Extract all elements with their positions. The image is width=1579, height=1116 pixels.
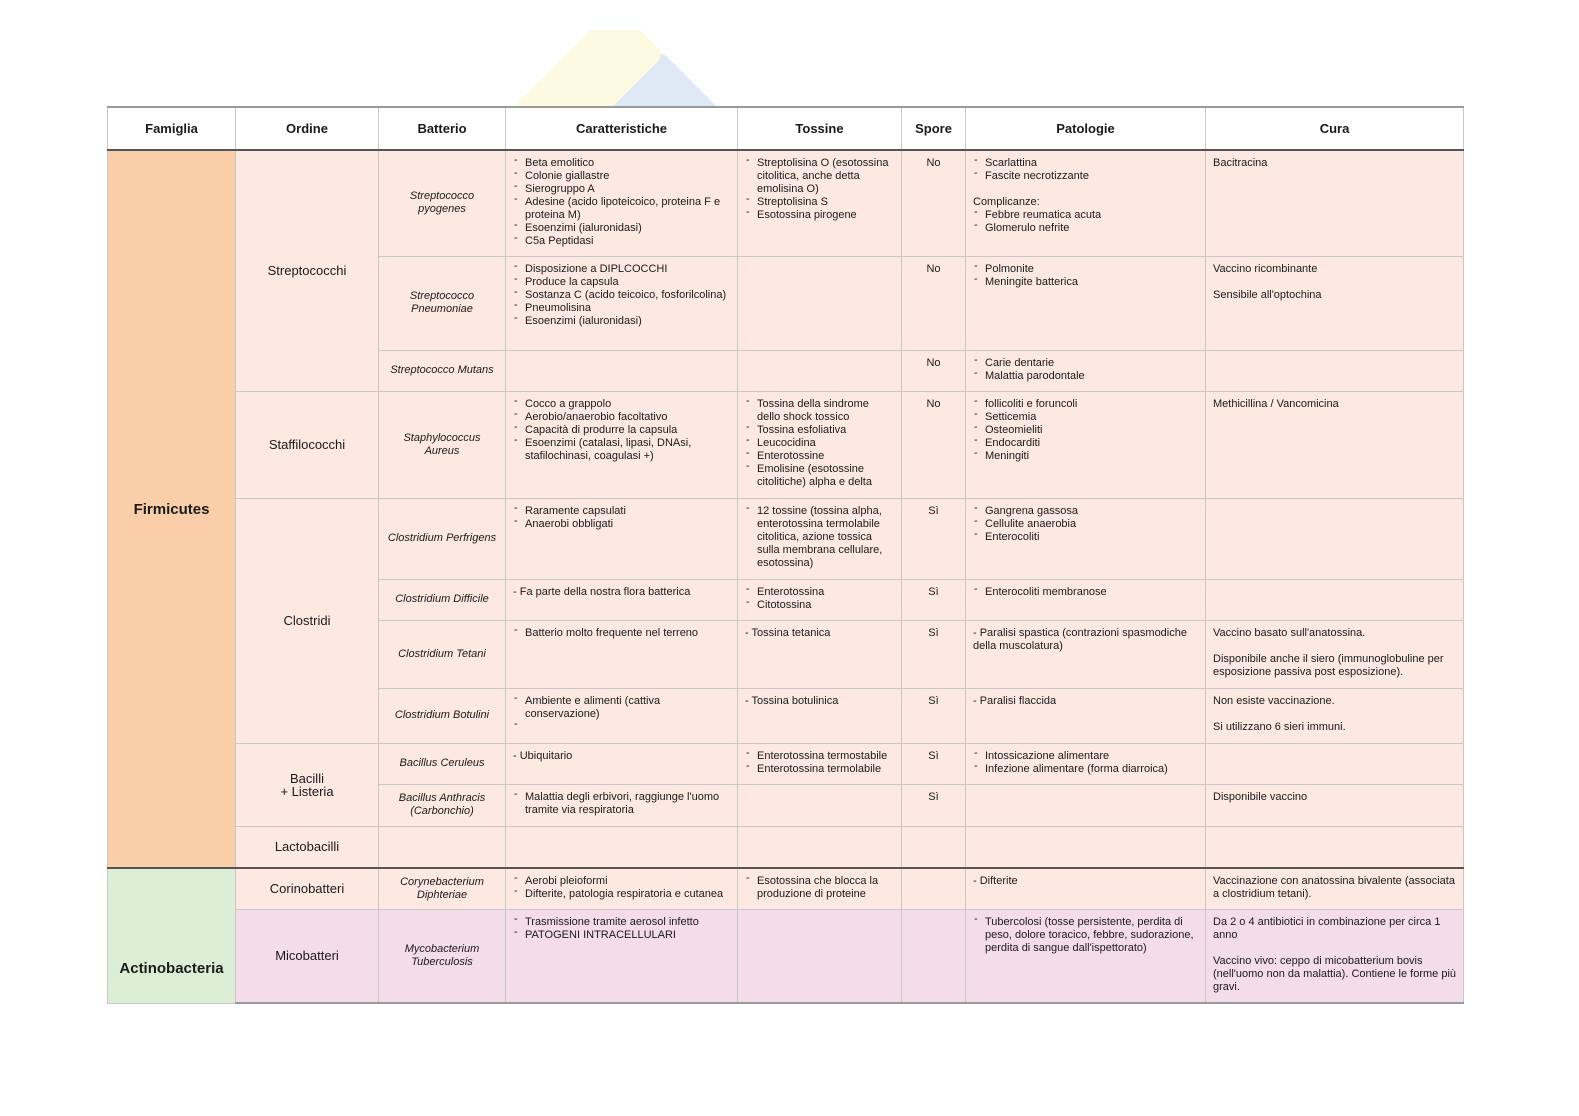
patologie-list — [973, 505, 1198, 544]
patologie-item: - Carie dentarie — [973, 357, 1198, 370]
caratteristiche-cell — [506, 150, 738, 256]
tossine-item: - Emolisine (esotossine citolitiche) alpha e delta — [745, 463, 894, 489]
caratteristiche-item: - Trasmissione tramite aerosol infetto — [513, 916, 730, 929]
caratteristiche-item: - Anaerobi obbligati — [513, 518, 730, 531]
batterio-cell — [379, 256, 506, 350]
cura-cell — [1206, 150, 1464, 256]
table-row — [108, 391, 1464, 498]
batterio-cell — [379, 579, 506, 620]
family-name: Firmicutes — [133, 500, 210, 518]
table-row — [108, 498, 1464, 579]
batterio-name: Streptococco Pneumoniae — [409, 290, 475, 315]
spore-cell — [902, 909, 966, 1003]
batterio-cell — [379, 498, 506, 579]
cura-text: Vaccino ricombinante — [1213, 262, 1318, 275]
tossine-text: - Tossina botulinica — [745, 694, 839, 707]
batterio-name: Mycobacterium Tuberculosis — [404, 942, 480, 968]
spore-value: Sì — [928, 749, 939, 762]
spore-value: No — [926, 356, 941, 369]
batterio-name: Corynebacterium Diphteriae — [400, 875, 484, 901]
caratteristiche-cell — [506, 909, 738, 1003]
batterio-name: Clostridium Botulini — [394, 709, 490, 721]
caratteristiche-item: - C5a Peptidasi — [513, 235, 730, 248]
caratteristiche-item: - Aerobi pleioformi — [513, 875, 730, 888]
tossine-item: - Leucocidina — [745, 437, 894, 450]
patologie-cell — [966, 350, 1206, 391]
caratteristiche-list — [513, 695, 730, 721]
batterio-name: Bacillus Ceruleus — [399, 757, 485, 769]
tossine-cell — [738, 350, 902, 391]
header-ordine: Ordine — [236, 107, 379, 150]
cura-cell — [1206, 498, 1464, 579]
caratteristiche-item: - Esoenzimi (catalasi, lipasi, DNAsi, stafilochinasi, coagulasi +) — [513, 437, 730, 463]
batterio-name: Staphylococcus Aureus — [403, 431, 481, 457]
caratteristiche-cell — [506, 391, 738, 498]
order-name: Clostridi — [283, 613, 331, 628]
spore-value: No — [926, 262, 941, 275]
tossine-item: - Citotossina — [745, 599, 894, 612]
batterio-name: Bacillus Anthracis (Carbonchio) — [398, 792, 486, 817]
tossine-list — [745, 505, 894, 570]
family-cell — [108, 868, 236, 1003]
patologie-text: - Paralisi flaccida — [973, 694, 1057, 707]
patologie-cell — [966, 784, 1206, 826]
patologie-list — [973, 357, 1198, 383]
spore-cell — [902, 784, 966, 826]
caratteristiche-item: - Disposizione a DIPLCOCCHI — [513, 263, 730, 276]
caratteristiche-cell — [506, 620, 738, 688]
complicanze-item: - Febbre reumatica acuta — [973, 209, 1198, 222]
batterio-name: Streptococco Mutans — [390, 364, 494, 376]
batterio-name: Clostridium Perfrigens — [387, 532, 497, 544]
order-cell — [236, 150, 379, 391]
spore-cell — [902, 688, 966, 743]
spore-cell — [902, 391, 966, 498]
batterio-cell — [379, 350, 506, 391]
spore-value: No — [926, 397, 941, 410]
caratteristiche-cell — [506, 826, 738, 868]
spore-cell — [902, 256, 966, 350]
tossine-cell — [738, 743, 902, 784]
header-famiglia: Famiglia — [108, 107, 236, 150]
complicanze-label: Complicanze: — [973, 196, 1040, 208]
batterio-cell — [379, 688, 506, 743]
caratteristiche-item: - Esoenzimi (ialuronidasi) — [513, 315, 730, 328]
patologie-item: - Endocarditi — [973, 437, 1198, 450]
cura-cell — [1206, 579, 1464, 620]
spore-cell — [902, 150, 966, 256]
cura-cell — [1206, 826, 1464, 868]
caratteristiche-list — [513, 916, 730, 942]
header-batterio: Batterio — [379, 107, 506, 150]
caratteristiche-item: - Esoenzimi (ialuronidasi) — [513, 222, 730, 235]
complicanze-list — [973, 209, 1198, 235]
batterio-cell — [379, 909, 506, 1003]
order-cell — [236, 826, 379, 868]
patologie-item: - Setticemia — [973, 411, 1198, 424]
tossine-cell — [738, 868, 902, 909]
batterio-name: Clostridium Difficile — [395, 593, 489, 605]
caratteristiche-list — [513, 627, 730, 640]
patologie-cell — [966, 909, 1206, 1003]
caratteristiche-item: - Adesine (acido lipoteicoico, proteina F e proteina M) — [513, 196, 730, 222]
batterio-cell — [379, 784, 506, 826]
cura-cell — [1206, 909, 1464, 1003]
spore-value: Sì — [928, 790, 939, 803]
tossine-list — [745, 875, 894, 901]
caratteristiche-item: - Aerobio/anaerobio facoltativo — [513, 411, 730, 424]
tossine-item: - Streptolisina S — [745, 196, 894, 209]
patologie-item: - Malattia parodontale — [973, 370, 1198, 383]
caratteristiche-item: - Ambiente e alimenti (cattiva conservazione) — [513, 695, 730, 721]
bacteria-table — [107, 106, 1464, 1004]
tossine-item: - Enterotossine — [745, 450, 894, 463]
table-row — [108, 743, 1464, 784]
patologie-text: - Paralisi spastica (contrazioni spasmodiche della muscolatura) — [973, 626, 1187, 652]
patologie-list — [973, 586, 1198, 599]
tossine-cell — [738, 579, 902, 620]
spore-value: Sì — [928, 504, 939, 517]
patologie-item: - Intossicazione alimentare — [973, 750, 1198, 763]
cura-cell — [1206, 743, 1464, 784]
spore-cell — [902, 579, 966, 620]
patologie-list — [973, 157, 1198, 183]
caratteristiche-cell — [506, 350, 738, 391]
order-name: Bacilli + Listeria — [280, 770, 334, 799]
cura-text: Bacitracina — [1213, 157, 1268, 169]
cura-text: Vaccinazione con anatossina bivalente (associata a clostridium tetani). — [1213, 875, 1455, 900]
patologie-item: - Scarlattina — [973, 157, 1198, 170]
caratteristiche-item: - Raramente capsulati — [513, 505, 730, 518]
tossine-cell — [738, 256, 902, 350]
cura-cell — [1206, 391, 1464, 498]
cura-text: Non esiste vaccinazione. — [1213, 694, 1335, 707]
cura-cell — [1206, 350, 1464, 391]
patologie-item: - Tubercolosi (tosse persistente, perdita di peso, dolore toracico, febbre, sudorazione, perdita di sangue dall'ispettorato) — [973, 916, 1198, 955]
caratteristiche-text: - Fa parte della nostra flora batterica — [513, 585, 691, 598]
cura-text: Si utilizzano 6 sieri immuni. — [1213, 720, 1346, 733]
tossine-cell — [738, 391, 902, 498]
cura-cell — [1206, 620, 1464, 688]
header-patologie: Patologie — [966, 107, 1206, 150]
tossine-cell — [738, 150, 902, 256]
patologie-item: - Infezione alimentare (forma diarroica) — [973, 763, 1198, 776]
batterio-cell — [379, 150, 506, 256]
caratteristiche-item: - PATOGENI INTRACELLULARI — [513, 929, 730, 942]
caratteristiche-cell — [506, 743, 738, 784]
order-cell — [236, 743, 379, 826]
batterio-cell — [379, 391, 506, 498]
caratteristiche-item: - Difterite, patologia respiratoria e cutanea — [513, 888, 730, 901]
batterio-cell — [379, 868, 506, 909]
tossine-cell — [738, 688, 902, 743]
table-row — [108, 826, 1464, 868]
order-name: Streptococchi — [267, 263, 347, 279]
tossine-list — [745, 157, 894, 222]
order-name: Lactobacilli — [274, 839, 340, 855]
caratteristiche-item: - Sierogruppo A — [513, 183, 730, 196]
table-row — [108, 868, 1464, 909]
order-cell — [236, 909, 379, 1003]
cura-cell — [1206, 256, 1464, 350]
table-row — [108, 150, 1464, 256]
caratteristiche-item: - Capacità di produrre la capsula — [513, 424, 730, 437]
cura-text: Da 2 o 4 antibiotici in combinazione per circa 1 anno — [1213, 915, 1441, 941]
tossine-item: - Streptolisina O (esotossina citolitica, anche detta emolisina O) — [745, 157, 894, 196]
tossine-item: - Esotossina pirogene — [745, 209, 894, 222]
patologie-cell — [966, 620, 1206, 688]
patologie-cell — [966, 498, 1206, 579]
cura-text: Disponibile anche il siero (immunoglobuline per esposizione passiva post esposizione). — [1213, 652, 1444, 678]
caratteristiche-list — [513, 791, 730, 817]
caratteristiche-item: - Batterio molto frequente nel terreno — [513, 627, 730, 640]
tossine-item: - 12 tossine (tossina alpha, enterotossina termolabile citolitica, azione tossica sulla membrana cellulare, esotossina) — [745, 505, 894, 570]
spore-value: Sì — [928, 694, 939, 707]
caratteristiche-cell — [506, 256, 738, 350]
cura-cell — [1206, 868, 1464, 909]
patologie-cell — [966, 826, 1206, 868]
spore-cell — [902, 620, 966, 688]
header-row — [108, 107, 1464, 150]
batterio-cell — [379, 826, 506, 868]
patologie-list — [973, 750, 1198, 776]
batterio-name: Streptococco pyogenes — [409, 190, 475, 216]
caratteristiche-item: - Colonie giallastre — [513, 170, 730, 183]
order-cell — [236, 391, 379, 498]
patologie-cell — [966, 743, 1206, 784]
patologie-item: - Gangrena gassosa — [973, 505, 1198, 518]
header-tossine: Tossine — [738, 107, 902, 150]
tossine-item: - Enterotossina termostabile — [745, 750, 894, 763]
tossine-cell — [738, 620, 902, 688]
tossine-item: - Esotossina che blocca la produzione di proteine — [745, 875, 894, 901]
caratteristiche-list — [513, 505, 730, 531]
tossine-item: - Enterotossina — [745, 586, 894, 599]
caratteristiche-cell — [506, 868, 738, 909]
caratteristiche-list — [513, 263, 730, 328]
cura-text: Vaccino basato sull'anatossina. — [1213, 626, 1366, 639]
spore-cell — [902, 743, 966, 784]
patologie-item: - Cellulite anaerobia — [973, 518, 1198, 531]
caratteristiche-item: - Malattia degli erbivori, raggiunge l'uomo tramite via respiratoria — [513, 791, 730, 817]
tossine-cell — [738, 909, 902, 1003]
caratteristiche-list — [513, 398, 730, 463]
spore-cell — [902, 826, 966, 868]
caratteristiche-cell — [506, 688, 738, 743]
caratteristiche-cell — [506, 498, 738, 579]
tossine-item: - Tossina esfoliativa — [745, 424, 894, 437]
caratteristiche-item: - Beta emolitico — [513, 157, 730, 170]
header-cura: Cura — [1206, 107, 1464, 150]
order-name: Micobatteri — [275, 948, 339, 964]
tossine-cell — [738, 826, 902, 868]
spore-cell — [902, 498, 966, 579]
cura-text: Vaccino vivo: ceppo di micobatterium bovis (nell'uomo non da malattia). Contiene le forme più gravi. — [1213, 954, 1457, 993]
tossine-item: - Enterotossina termolabile — [745, 763, 894, 776]
order-cell — [236, 868, 379, 909]
tossine-list — [745, 750, 894, 776]
patologie-item: - follicoliti e foruncoli — [973, 398, 1198, 411]
tossine-list — [745, 398, 894, 489]
caratteristiche-item: - Produce la capsula — [513, 276, 730, 289]
batterio-cell — [379, 620, 506, 688]
cura-text: Methicillina / Vancomicina — [1213, 397, 1339, 410]
tossine-item: - Tossina della sindrome dello shock tossico — [745, 398, 894, 424]
patologie-item: - Polmonite — [973, 263, 1198, 276]
order-cell — [236, 498, 379, 743]
spore-cell — [902, 868, 966, 909]
tossine-cell — [738, 498, 902, 579]
header-spore: Spore — [902, 107, 966, 150]
patologie-item: - Fascite necrotizzante — [973, 170, 1198, 183]
patologie-text: - Difterite — [973, 875, 1018, 887]
caratteristiche-list — [513, 875, 730, 901]
tossine-cell — [738, 784, 902, 826]
patologie-item: - Enterocoliti — [973, 531, 1198, 544]
caratteristiche-list — [513, 157, 730, 248]
spore-value: Sì — [928, 585, 939, 598]
table-row — [108, 909, 1464, 1003]
tossine-list — [745, 586, 894, 612]
tossine-text: - Tossina tetanica — [745, 626, 831, 639]
patologie-cell — [966, 579, 1206, 620]
patologie-cell — [966, 391, 1206, 498]
spore-cell — [902, 350, 966, 391]
caratteristiche-item: - Sostanza C (acido teicoico, fosforilcolina) — [513, 289, 730, 302]
patologie-item: - Meningite batterica — [973, 276, 1198, 289]
patologie-list — [973, 263, 1198, 289]
header-caratteristiche: Caratteristiche — [506, 107, 738, 150]
caratteristiche-text: - Ubiquitario — [513, 749, 573, 762]
patologie-cell — [966, 256, 1206, 350]
caratteristiche-item: - Pneumolisina — [513, 302, 730, 315]
caratteristiche-item: - Cocco a grappolo — [513, 398, 730, 411]
cura-text: Disponibile vaccino — [1213, 790, 1308, 803]
patologie-item: - Osteomieliti — [973, 424, 1198, 437]
caratteristiche-cell — [506, 784, 738, 826]
patologie-cell — [966, 688, 1206, 743]
cura-cell — [1206, 784, 1464, 826]
spore-value: No — [926, 157, 941, 169]
complicanze-item: - Glomerulo nefrite — [973, 222, 1198, 235]
batterio-name: Clostridium Tetani — [398, 647, 486, 660]
spore-value: Sì — [928, 626, 939, 639]
patologie-cell — [966, 150, 1206, 256]
batterio-cell — [379, 743, 506, 784]
cura-cell — [1206, 688, 1464, 743]
patologie-list — [973, 398, 1198, 463]
family-cell — [108, 150, 236, 868]
patologie-item: - Enterocoliti membranose — [973, 586, 1198, 599]
patologie-item: - Meningiti — [973, 450, 1198, 463]
order-name: Staffilococchi — [268, 437, 346, 452]
patologie-list — [973, 916, 1198, 955]
patologie-cell — [966, 868, 1206, 909]
caratteristiche-cell — [506, 579, 738, 620]
family-name: Actinobacteria — [119, 959, 224, 977]
cura-text: Sensibile all'optochina — [1213, 288, 1322, 301]
order-name: Corinobatteri — [269, 881, 345, 897]
